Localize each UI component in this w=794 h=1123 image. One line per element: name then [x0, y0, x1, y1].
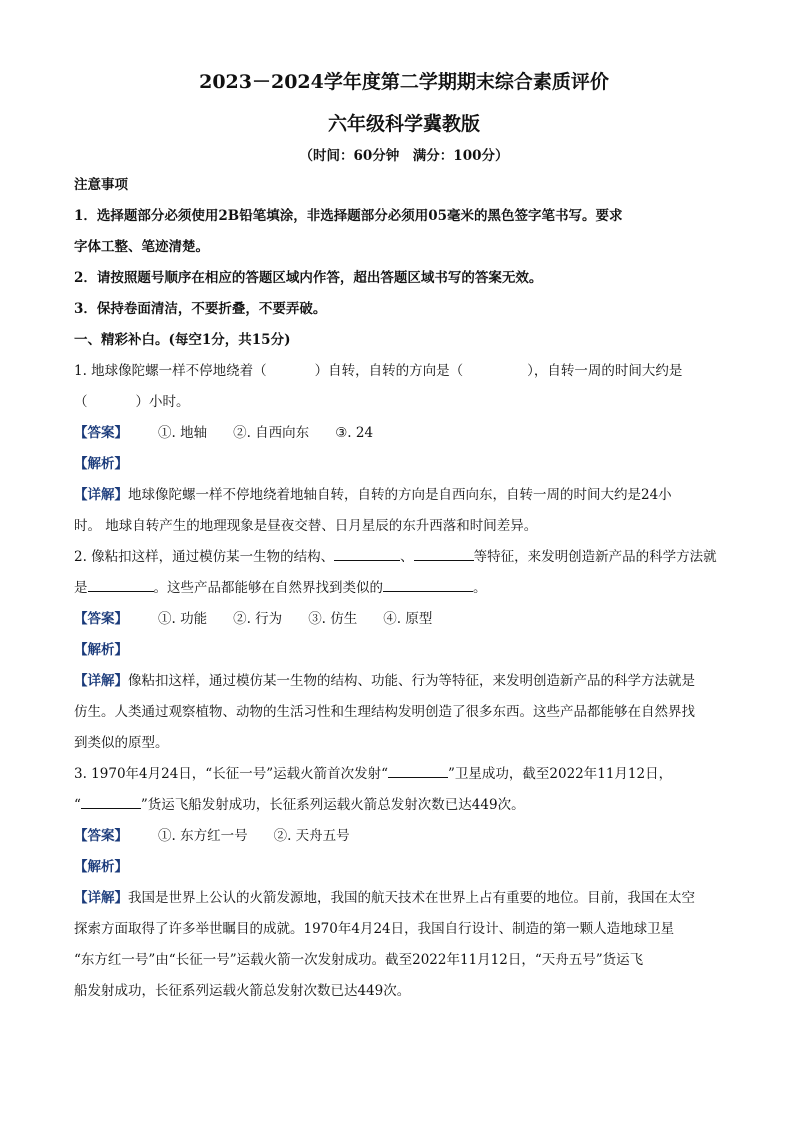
q2-text-f: 。: [473, 580, 487, 596]
notice-item-1b: 字体工整、笔迹清楚。: [74, 239, 209, 255]
exam-subject: 六年级科学冀教版: [327, 113, 480, 135]
q2-detail-line-1: [74, 666, 734, 697]
q1-text-b: ）自转，自转的方向是（: [314, 363, 464, 379]
q2-answer-3: ③. 仿生: [308, 611, 358, 627]
question-2-line-2: [74, 573, 734, 604]
q2-answer-4: ④. 原型: [383, 611, 433, 627]
q3-text-a: 3. 1970年4月24日，“长征一号”运载火箭首次发射“: [74, 766, 388, 782]
q1-text-d: （: [74, 394, 88, 410]
notice-item-2: 2．请按照题号顺序在相应的答题区域内作答，超出答题区域书写的答案无效。: [74, 270, 543, 286]
analysis-label: 【解析】: [74, 456, 128, 472]
q3-detail-line-1: [74, 883, 734, 914]
q1-text-a: 1. 地球像陀螺一样不停地绕着（: [74, 363, 267, 379]
question-1-line-1: [74, 356, 734, 387]
q2-blank-3: [88, 577, 154, 592]
question-2-line-1: [74, 542, 734, 573]
detail-label: 【详解】: [74, 890, 128, 906]
q3-analysis-row: [74, 852, 734, 883]
exam-title: 2023－2024学年度第二学期期末综合素质评价: [199, 71, 609, 93]
q3-detail-text-1: 我国是世界上公认的火箭发源地，我国的航天技术在世界上占有重要的地位。目前，我国在太空: [128, 890, 695, 906]
q3-detail-line-4: 船发射成功，长征系列运载火箭总发射次数已达449次。: [74, 983, 411, 999]
q2-text-c: 等特征，来发明创造新产品的科学方法就: [473, 549, 717, 565]
notice-item-3: 3．保持卷面清洁，不要折叠，不要弄破。: [74, 301, 327, 317]
q3-text-c: “: [74, 797, 81, 813]
q1-detail-line-1: [74, 480, 734, 511]
notice-item-1a: 1．选择题部分必须使用2B铅笔填涂，非选择题部分必须用05毫米的黑色签字笔书写。要求: [74, 208, 623, 224]
answer-label: 【答案】: [74, 425, 128, 441]
q2-detail-line-3: 到类似的原型。: [74, 735, 169, 751]
q3-blank-1: [388, 763, 448, 778]
q3-detail-line-3: “东方红一号”由“长征一号”运载火箭一次发射成功。截至2022年11月12日，“天舟五号”货运飞: [74, 952, 644, 968]
q3-answer-row: [74, 821, 734, 852]
exam-time-score: （时间：60分钟 满分：100分）: [299, 148, 509, 164]
q2-blank-1: [334, 546, 400, 561]
q1-detail-text-1: 地球像陀螺一样不停地绕着地轴自转，自转的方向是自西向东，自转一周的时间大约是24小: [128, 487, 672, 503]
q2-answer-row: [74, 604, 734, 635]
q2-blank-2: [414, 546, 474, 561]
section-heading: 一、精彩补白。(每空1分，共15分): [74, 332, 291, 348]
q3-text-d: ”货运飞船发射成功，长征系列运载火箭总发射次数已达449次。: [140, 797, 525, 813]
q2-detail-line-2: 仿生。人类通过观察植物、动物的生活习性和生理结构发明创造了很多东西。这些产品都能够在自然界找: [74, 704, 695, 720]
q1-answer-2: ②. 自西向东: [233, 425, 310, 441]
detail-label: 【详解】: [74, 673, 128, 689]
q3-blank-2: [81, 794, 141, 809]
notice-heading: 注意事项: [74, 177, 128, 193]
q2-text-a: 2. 像粘扣这样，通过模仿某一生物的结构、: [74, 549, 335, 565]
q1-answer-row: [74, 418, 734, 449]
q1-answer-3: ③. 24: [335, 425, 374, 441]
q3-answer-2: ②. 天舟五号: [273, 828, 350, 844]
analysis-label: 【解析】: [74, 642, 128, 658]
q2-blank-4: [383, 577, 473, 592]
question-3-line-2: [74, 790, 734, 821]
q2-answer-2: ②. 行为: [233, 611, 283, 627]
answer-label: 【答案】: [74, 828, 128, 844]
question-3-line-1: [74, 759, 734, 790]
q1-analysis-row: [74, 449, 734, 480]
question-1-line-2: [74, 387, 734, 418]
q1-detail-line-2: 时。 地球自转产生的地理现象是昼夜交替、日月星辰的东升西落和时间差异。: [74, 518, 538, 534]
detail-label: 【详解】: [74, 487, 128, 503]
q2-text-d: 是: [74, 580, 88, 596]
q3-detail-line-2: 探索方面取得了许多举世瞩目的成就。1970年4月24日，我国自行设计、制造的第一颗人造地球卫星: [74, 921, 675, 937]
q1-text-e: ）小时。: [135, 394, 190, 410]
q3-text-b: ”卫星成功，截至2022年11月12日，: [448, 766, 673, 782]
q1-text-c: ），自转一周的时间大约是: [527, 363, 683, 379]
q2-answer-1: ①. 功能: [158, 611, 208, 627]
q2-analysis-row: [74, 635, 734, 666]
q2-text-e: 。这些产品都能够在自然界找到类似的: [153, 580, 383, 596]
q2-text-b: 、: [400, 549, 414, 565]
analysis-label: 【解析】: [74, 859, 128, 875]
q1-answer-1: ①. 地轴: [158, 425, 208, 441]
q3-answer-1: ①. 东方红一号: [158, 828, 248, 844]
answer-label: 【答案】: [74, 611, 128, 627]
q2-detail-text-1: 像粘扣这样，通过模仿某一生物的结构、功能、行为等特征，来发明创造新产品的科学方法就是: [128, 673, 695, 689]
